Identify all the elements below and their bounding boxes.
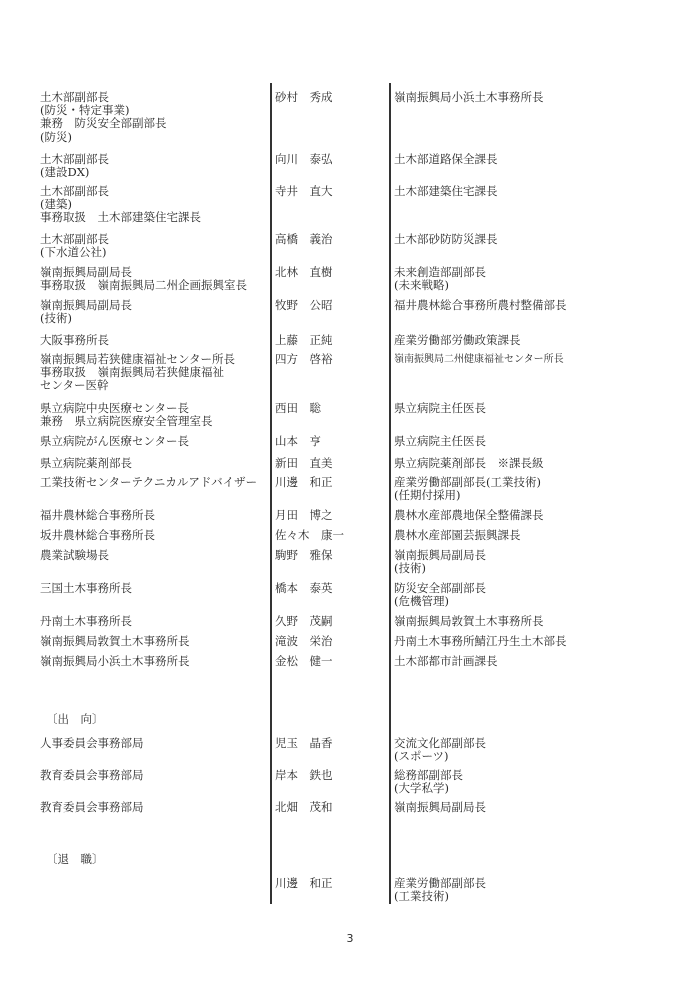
new-post-line: 農業試験場長 — [40, 548, 109, 562]
column-divider-left — [270, 83, 272, 904]
new-post-line: 大阪事務所長 — [40, 333, 109, 347]
new-post — [40, 91, 268, 144]
person-name: 北畑 茂和 — [275, 800, 333, 814]
new-post-line: 三国土木事務所長 — [40, 581, 132, 595]
new-post-line: 土木部副部長 — [40, 184, 109, 198]
old-post-line: (工業技術) — [394, 889, 449, 904]
person-name: 久野 茂嗣 — [275, 614, 333, 628]
new-post-line: 兼務 県立病院医療安全管理室長 — [40, 414, 213, 429]
person-name: 川邊 和正 — [275, 475, 333, 489]
old-post-line: (危機管理) — [394, 594, 449, 609]
new-post-line: 嶺南振興局若狭健康福祉センター所長 — [40, 352, 236, 366]
new-post — [40, 435, 268, 448]
person-name: 滝波 栄治 — [275, 634, 333, 648]
new-post-line: 県立病院中央医療センター長 — [40, 401, 190, 415]
page-number: 3 — [346, 932, 354, 945]
new-post — [40, 737, 268, 750]
old-post — [394, 334, 684, 347]
new-post — [40, 457, 268, 470]
person-name: 牧野 公昭 — [275, 298, 333, 312]
person-name: 高橋 義治 — [275, 232, 333, 246]
new-post — [40, 615, 268, 628]
new-post — [40, 185, 268, 225]
old-post — [394, 402, 684, 415]
old-post-line: 嶺南振興局二州健康福祉センター所長 — [394, 354, 564, 365]
old-post — [394, 185, 684, 198]
new-post-line: 嶺南振興局副局長 — [40, 298, 132, 312]
secondment-heading: 〔出 向〕 — [46, 712, 104, 726]
old-post-line: 福井農林総合事務所農村整備部長 — [394, 298, 567, 312]
retirement-heading: 〔退 職〕 — [46, 852, 104, 866]
new-post-line: 嶺南振興局副局長 — [40, 265, 132, 279]
old-post-line: (任期付採用) — [394, 488, 461, 503]
new-post — [40, 549, 268, 562]
old-post — [394, 509, 684, 522]
person-name: 寺井 直大 — [275, 184, 333, 198]
new-post-line: 土木部副部長 — [40, 90, 109, 104]
new-post — [40, 353, 268, 393]
old-post — [394, 615, 684, 628]
new-post — [40, 299, 268, 325]
new-post-line: 嶺南振興局敦賀土木事務所長 — [40, 634, 190, 648]
new-post — [40, 334, 268, 347]
new-post-line: 嶺南振興局小浜土木事務所長 — [40, 654, 190, 668]
person-name: 向川 泰弘 — [275, 152, 333, 166]
old-post — [394, 153, 684, 166]
old-post-line: 土木部砂防防災課長 — [394, 232, 498, 246]
new-post — [40, 476, 268, 489]
old-post-line: 総務部副部長 — [394, 768, 463, 782]
new-post-line: 教育委員会事務部局 — [40, 800, 144, 814]
new-post — [40, 529, 268, 542]
new-post-line: 兼務 防災安全部副部長 — [40, 116, 167, 131]
old-post-line: (未来戦略) — [394, 278, 449, 293]
new-post-line: (防災) — [40, 129, 72, 144]
person-name: 金松 健一 — [275, 654, 333, 668]
old-post — [394, 233, 684, 246]
new-post-line: 土木部副部長 — [40, 152, 109, 166]
old-post-line: 交流文化部副部長 — [394, 736, 486, 750]
old-post-line: (大学私学) — [394, 781, 449, 796]
new-post — [40, 402, 268, 428]
person-name: 新田 直美 — [275, 456, 333, 470]
new-post-line: 福井農林総合事務所長 — [40, 508, 155, 522]
new-post-line: 県立病院薬剤部長 — [40, 456, 132, 470]
old-post — [394, 457, 684, 470]
person-name: 川邊 和正 — [275, 876, 333, 890]
old-post-line: 産業労働部副部長 — [394, 876, 486, 890]
old-post-line: 嶺南振興局小浜土木事務所長 — [394, 90, 544, 104]
new-post-line: 土木部副部長 — [40, 232, 109, 246]
new-post — [40, 769, 268, 782]
old-post-line: 県立病院主任医長 — [394, 434, 486, 448]
new-post-line: 教育委員会事務部局 — [40, 768, 144, 782]
new-post — [40, 801, 268, 814]
person-name: 橋本 泰英 — [275, 581, 333, 595]
new-post-line: (技術) — [40, 311, 72, 326]
old-post — [394, 801, 684, 814]
person-name: 駒野 雅保 — [275, 548, 333, 562]
old-post-line: 農林水産部園芸振興課長 — [394, 528, 521, 542]
old-post-line: 防災安全部副部長 — [394, 581, 486, 595]
old-post-line: 土木部道路保全課長 — [394, 152, 498, 166]
old-post-line: 産業労働部副部長(工業技術) — [394, 475, 541, 489]
old-post — [394, 737, 684, 763]
new-post — [40, 233, 268, 259]
old-post-line: 未来創造部副部長 — [394, 265, 486, 279]
person-name: 岸本 鉄也 — [275, 768, 333, 782]
person-name: 四方 啓裕 — [275, 352, 333, 366]
old-post — [394, 435, 684, 448]
old-post-line: 嶺南振興局副局長 — [394, 800, 486, 814]
old-post — [394, 769, 684, 795]
person-name: 上藤 正純 — [275, 333, 333, 347]
old-post — [394, 529, 684, 542]
new-post — [40, 153, 268, 179]
new-post — [40, 635, 268, 648]
new-post-line: センター医幹 — [40, 378, 109, 393]
new-post-line: 事務取扱 嶺南振興局二州企画振興室長 — [40, 278, 247, 293]
new-post-line: 丹南土木事務所長 — [40, 614, 132, 628]
person-name: 西田 聡 — [275, 401, 321, 415]
old-post — [394, 549, 684, 575]
old-post-line: 県立病院薬剤部長 ※課長級 — [394, 456, 544, 470]
old-post-line: 農林水産部農地保全整備課長 — [394, 508, 544, 522]
new-post — [40, 509, 268, 522]
old-post — [394, 266, 684, 292]
new-post-line: 県立病院がん医療センター長 — [40, 434, 190, 448]
new-post-line: 坂井農林総合事務所長 — [40, 528, 155, 542]
old-post-line: 産業労働部労働政策課長 — [394, 333, 521, 347]
person-name: 佐々木 康一 — [275, 528, 344, 542]
person-name: 北林 直樹 — [275, 265, 333, 279]
old-post — [394, 353, 684, 366]
new-post-line: (防災・特定事業) — [40, 103, 130, 118]
new-post-line: (建設DX) — [40, 165, 90, 180]
old-post — [394, 582, 684, 608]
new-post-line: 工業技術センターテクニカルアドバイザー — [40, 475, 258, 489]
old-post-line: 丹南土木事務所鯖江丹生土木部長 — [394, 634, 567, 648]
old-post-line: 土木部都市計画課長 — [394, 654, 498, 668]
old-post — [394, 635, 684, 648]
person-name: 児玉 晶香 — [275, 736, 333, 750]
new-post — [40, 655, 268, 668]
person-name: 山本 亨 — [275, 434, 321, 448]
new-post — [40, 582, 268, 595]
old-post — [394, 299, 684, 312]
old-post-line: 県立病院主任医長 — [394, 401, 486, 415]
old-post — [394, 655, 684, 668]
person-name: 月田 博之 — [275, 508, 333, 522]
old-post-line: (スポーツ) — [394, 749, 449, 764]
old-post-line: 嶺南振興局敦賀土木事務所長 — [394, 614, 544, 628]
old-post-line: 土木部建築住宅課長 — [394, 184, 498, 198]
old-post — [394, 91, 684, 104]
old-post — [394, 877, 684, 903]
column-divider-right — [389, 83, 391, 904]
new-post-line: 事務取扱 土木部建築住宅課長 — [40, 210, 201, 225]
new-post-line: 人事委員会事務部局 — [40, 736, 144, 750]
old-post — [394, 476, 684, 502]
person-name: 砂村 秀成 — [275, 90, 333, 104]
new-post-line: (建築) — [40, 197, 72, 212]
old-post-line: (技術) — [394, 561, 426, 576]
old-post-line: 嶺南振興局副局長 — [394, 548, 486, 562]
new-post-line: 事務取扱 嶺南振興局若狭健康福祉 — [40, 365, 224, 380]
new-post — [40, 266, 268, 292]
new-post-line: (下水道公社) — [40, 245, 107, 260]
